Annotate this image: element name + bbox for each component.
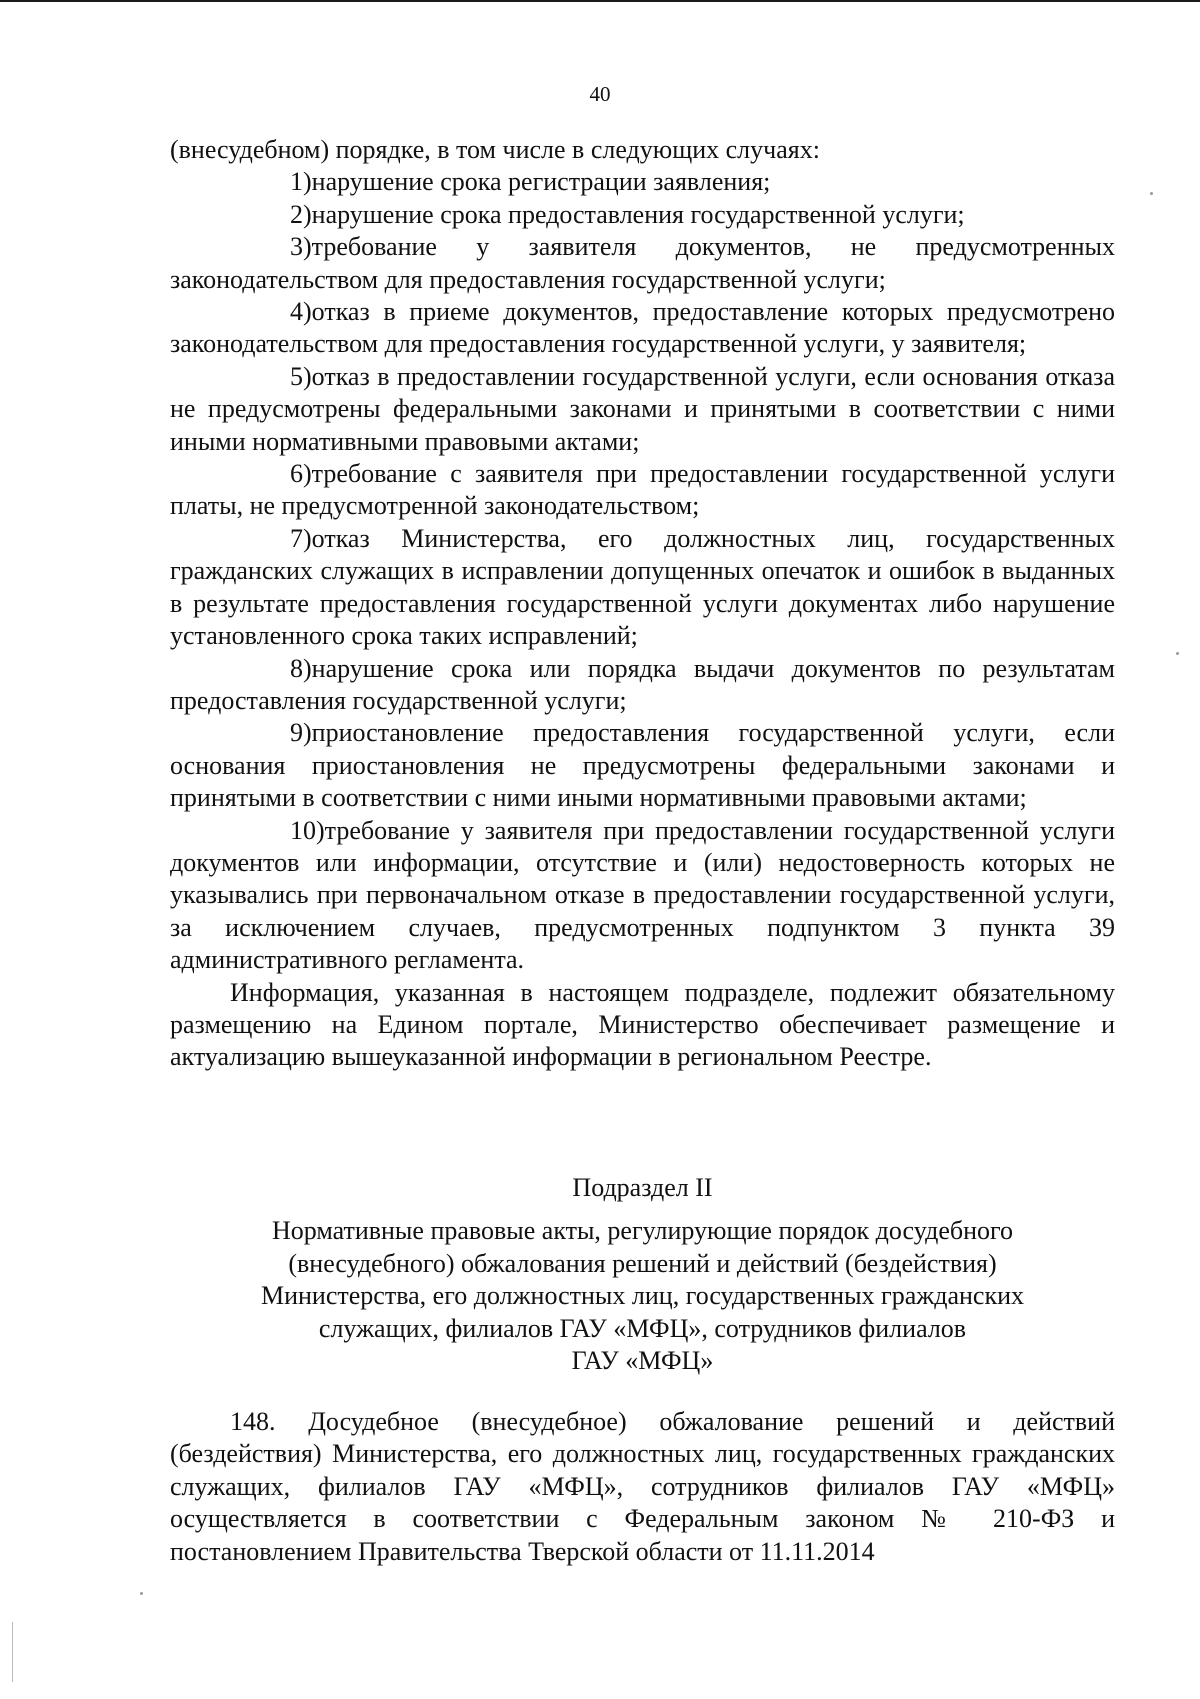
list-item-4 bbox=[170, 296, 1115, 361]
list-item-number: 8) bbox=[290, 653, 312, 683]
list-item-text: отказ в приеме документов, предоставление которых предусмотрено законодательством для предоставления государственной услуги, у заявителя; bbox=[170, 297, 1115, 359]
list-item-number: 4) bbox=[290, 297, 312, 327]
scan-speck bbox=[1176, 652, 1179, 655]
list-item-number: 2) bbox=[290, 199, 312, 229]
list-item-5 bbox=[170, 361, 1115, 458]
list-item-text: отказ Министерства, его должностных лиц, государственных гражданских служащих в исправлении допущенных опечаток и ошибок в выданных в результате предоставления государственной услуги документах либо нарушение установленного срока таких исправлений; bbox=[170, 523, 1115, 651]
list-item-text: требование у заявителя документов, не предусмотренных законодательством для предоставления государственной услуги; bbox=[170, 232, 1115, 294]
list-item-1 bbox=[170, 166, 1115, 198]
list-item-text: требование у заявителя при предоставлении государственной услуги документов или информации, отсутствие и (или) недостоверность которых не указывались при первоначальном отказе в предоставлении государственной услуги, за исключением случаев, предусмотренных подпунктом 3 пункта 39 административного регламента. bbox=[170, 815, 1115, 975]
subsection-title-line: (внесудебного) обжалования решений и действий (бездействия) bbox=[288, 1248, 997, 1278]
subsection-title-line: служащих, филиалов ГАУ «МФЦ», сотрудников филиалов bbox=[318, 1313, 967, 1343]
list-item-number: 7) bbox=[290, 523, 312, 553]
scan-speck bbox=[1150, 192, 1153, 195]
list-item-number: 1) bbox=[290, 167, 312, 197]
scan-speck bbox=[140, 1592, 143, 1595]
intro-paragraph: (внесудебном) порядке, в том числе в следующих случаях: bbox=[170, 135, 820, 164]
list-item-text: приостановление предоставления государственной услуги, если основания приостановления не предусмотрены федеральными законами и принятыми в соответствии с ними иными нормативными правовыми актами; bbox=[170, 718, 1115, 813]
page-number: 40 bbox=[589, 82, 611, 106]
list-item-9 bbox=[170, 717, 1115, 814]
list-item-number: 10) bbox=[290, 815, 325, 845]
subsection-title bbox=[170, 1215, 1115, 1378]
list-item-text: нарушение срока предоставления государственной услуги; bbox=[311, 199, 965, 229]
main-text bbox=[170, 134, 1115, 1074]
subsection-title-line: Министерства, его должностных лиц, государственных гражданских bbox=[260, 1281, 1024, 1310]
info-paragraph: Информация, указанная в настоящем подразделе, подлежит обязательному размещению на Едином портале, Министерство обеспечивает размещение и актуализацию вышеуказанной информации в региональном Реестре. bbox=[170, 977, 1115, 1072]
list-item-number: 9) bbox=[290, 718, 312, 748]
list-item-10 bbox=[170, 815, 1115, 977]
clause-148-paragraph: 148. Досудебное (внесудебное) обжалование решений и действий (бездействия) Министерства, его должностных лиц, государственных гражданских служащих, филиалов ГАУ «МФЦ», сотрудников филиалов ГАУ «МФЦ» осуществляется в соответствии с Федеральным законом № 210-ФЗ и постановлением Правительства Тверской области от 11.11.2014 bbox=[170, 1407, 1115, 1566]
list-item-text: требование с заявителя при предоставлении государственной услуги платы, не предусмотренной законодательством; bbox=[170, 459, 1115, 521]
subsection-title-line: ГАУ «МФЦ» bbox=[571, 1346, 714, 1375]
list-item-2 bbox=[170, 199, 1115, 231]
subsection-label: Подраздел II bbox=[572, 1173, 713, 1202]
list-item-text: нарушение срока или порядка выдачи документов по результатам предоставления государственной услуги; bbox=[170, 653, 1115, 715]
list-item-number: 5) bbox=[290, 361, 312, 391]
list-item-number: 3) bbox=[290, 232, 312, 262]
subsection-title-line: Нормативные правовые акты, регулирующие порядок досудебного bbox=[271, 1216, 1014, 1245]
list-item-7 bbox=[170, 523, 1115, 653]
list-item-6 bbox=[170, 458, 1115, 523]
list-item-text: нарушение срока регистрации заявления; bbox=[311, 167, 771, 197]
list-item-text: отказ в предоставлении государственной услуги, если основания отказа не предусмотрены федеральными законами и принятыми в соответствии с ними иными нормативными правовыми актами; bbox=[170, 361, 1115, 456]
list-item-8 bbox=[170, 653, 1115, 718]
clause-text bbox=[170, 1406, 1115, 1568]
list-item-number: 6) bbox=[290, 459, 312, 489]
list-item-3 bbox=[170, 231, 1115, 296]
scan-edge-mark bbox=[12, 1622, 13, 1682]
